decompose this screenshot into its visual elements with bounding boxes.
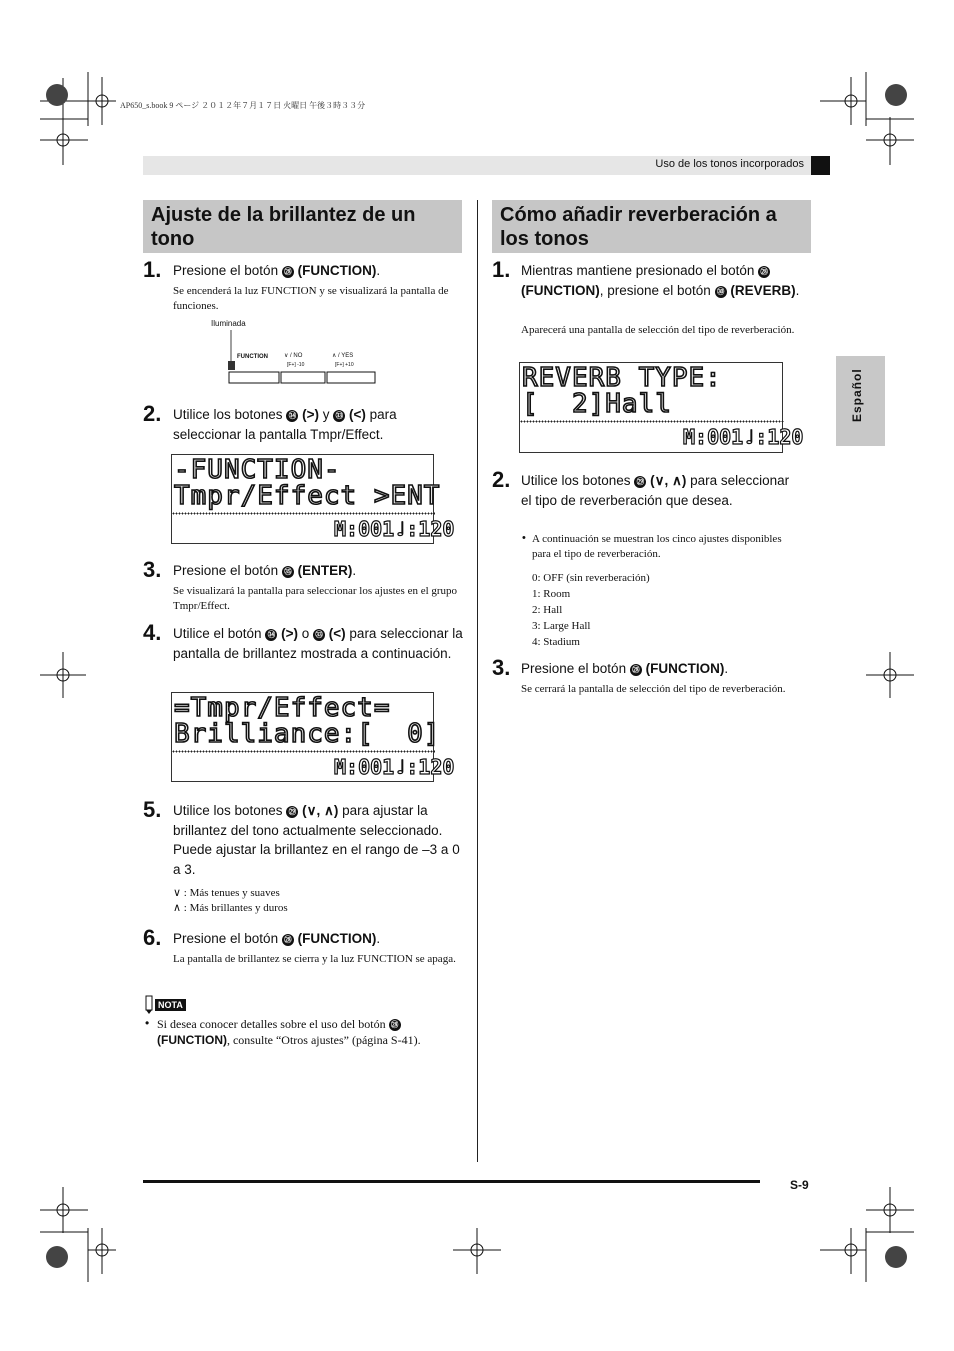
step-number: 3. <box>492 655 511 680</box>
step-instruction: Utilice el botón ㉞ (>) o ㉝ (<) para seleccionar la pantalla de brillantez mostrada a continuación. <box>173 626 463 661</box>
list-item: 1: Room <box>532 588 571 600</box>
function-label: FUNCTION <box>237 354 268 360</box>
no-label: ∨ / NO <box>284 353 303 359</box>
lcd-function-screen <box>171 454 455 544</box>
lcd-reverb-screen <box>519 362 804 453</box>
step-instruction: Utilice los botones ㉞ (>) y ㉝ (<) para seleccionar la pantalla Tmpr/Effect. <box>173 407 397 442</box>
list-item: 3: Large Hall <box>532 620 591 632</box>
step-number: 2. <box>143 401 162 426</box>
button-34-icon: ㉞ <box>286 410 298 422</box>
step-instruction: Mientras mantiene presionado el botón ㉘ (FUNCTION), presione el botón ㉚ (REVERB). <box>521 263 800 298</box>
step-number: 3. <box>143 557 162 582</box>
nota-text: Si desea conocer detalles sobre el uso del botón ㉘ (FUNCTION), consulte “Otros ajustes” (página S-41). <box>157 1017 421 1047</box>
step-note: Se visualizará la pantalla para seleccionar los ajustes en el grupo Tmpr/Effect. <box>173 585 458 612</box>
lcd-line-1: =Tmpr/Effect= <box>174 693 391 723</box>
step-number: 1. <box>492 257 511 282</box>
step-instruction: Presione el botón ㉟ (ENTER). <box>173 563 357 578</box>
step-instruction: Presione el botón ㉘ (FUNCTION). <box>521 661 729 676</box>
nota-badge <box>143 994 186 1014</box>
page-number: S-9 <box>790 1178 809 1192</box>
lcd-brilliance-screen <box>171 692 455 782</box>
step-note: La pantalla de brillantez se cierra y la luz FUNCTION se apaga. <box>173 953 456 965</box>
step-number: 4. <box>143 620 162 645</box>
button-28-icon: ㉘ <box>389 1019 401 1031</box>
header-section-title: Uso de los tonos incorporados <box>655 158 804 170</box>
button-35-icon: ㉟ <box>282 566 294 578</box>
language-tab <box>836 356 885 446</box>
step-number: 6. <box>143 925 162 950</box>
pencil-icon <box>143 994 155 1014</box>
lcd-dot-row <box>172 512 435 515</box>
bullet-text: A continuación se muestran los cinco ajustes disponibles para el tipo de reverberación. <box>532 533 782 560</box>
button-29-icon: ㉙ <box>286 806 298 818</box>
minus-label: [F+] -10 <box>287 362 305 368</box>
list-item: 2: Hall <box>532 604 563 616</box>
left-section-title: Ajuste de la brillantez de un tono <box>143 200 462 253</box>
step-number: 5. <box>143 797 162 822</box>
step-note: Se encenderá la luz FUNCTION y se visualizará la pantalla de funciones. <box>173 285 449 312</box>
lcd-line-2: [ 2]Hall <box>522 389 672 419</box>
bullet: • <box>145 1016 150 1030</box>
lit-label: Iluminada <box>211 319 246 328</box>
down-description: ∨ : Más tenues y suaves <box>173 887 280 899</box>
button-28-icon: ㉘ <box>282 266 294 278</box>
step-number: 1. <box>143 257 162 282</box>
button-34-icon: ㉞ <box>265 629 277 641</box>
button-28-icon: ㉘ <box>758 266 770 278</box>
button-33-icon: ㉝ <box>333 410 345 422</box>
step-note: Se cerrará la pantalla de selección del tipo de reverberación. <box>521 683 786 695</box>
step-instruction: Presione el botón ㉘ (FUNCTION). <box>173 263 381 278</box>
reverb-options-list <box>532 570 650 650</box>
print-info-line: AP650_s.book 9 ページ ２０１２年７月１７日 火曜日 午後３時３３分 <box>120 101 366 110</box>
button-28-icon: ㉘ <box>630 664 642 676</box>
lcd-line-2: Tmpr/Effect >ENT <box>174 481 441 511</box>
button-28-icon: ㉘ <box>282 934 294 946</box>
lcd-line-1: REVERB TYPE: <box>522 363 722 393</box>
column-divider <box>477 200 478 1162</box>
lcd-indicator: M:001♩:120 <box>334 755 455 779</box>
button-33-icon: ㉝ <box>313 629 325 641</box>
yes-label: ∧ / YES <box>332 353 354 359</box>
step-note: Aparecerá una pantalla de selección del tipo de reverberación. <box>521 324 795 336</box>
lcd-dot-row <box>172 750 435 753</box>
list-item: 0: OFF (sin reverberación) <box>532 572 650 584</box>
step-instruction: Utilice los botones ㉙ (∨, ∧) para ajustar la brillantez del tono actualmente seleccionado. Puede ajustar la brillantez en el rango de –3 a 0 a 3. <box>173 803 460 877</box>
nota-label: NOTA <box>155 999 186 1011</box>
header-block <box>811 156 830 175</box>
bullet: • <box>522 532 526 544</box>
language-tab-label: Español <box>850 368 864 422</box>
button-29-icon: ㉙ <box>634 476 646 488</box>
lcd-dot-row <box>520 420 784 423</box>
step-instruction: Presione el botón ㉘ (FUNCTION). <box>173 931 381 946</box>
step-instruction: Utilice los botones ㉙ (∨, ∧) para seleccionar el tipo de reverberación que desea. <box>521 473 790 508</box>
lcd-line-2: Brilliance:[ 0] <box>174 719 441 749</box>
lcd-line-1: -FUNCTION- <box>174 455 341 485</box>
plus-label: [F+] +10 <box>335 362 354 368</box>
list-item: 4: Stadium <box>532 636 580 648</box>
up-description: ∧ : Más brillantes y duros <box>173 902 288 914</box>
lcd-indicator: M:001♩:120 <box>683 425 804 449</box>
lcd-indicator: M:001♩:120 <box>334 517 455 541</box>
function-panel-illustration <box>211 318 391 388</box>
step-number: 2. <box>492 467 511 492</box>
footer-rule <box>143 1180 760 1183</box>
button-30-icon: ㉚ <box>715 286 727 298</box>
right-section-title: Cómo añadir reverberación a los tonos <box>492 200 811 253</box>
